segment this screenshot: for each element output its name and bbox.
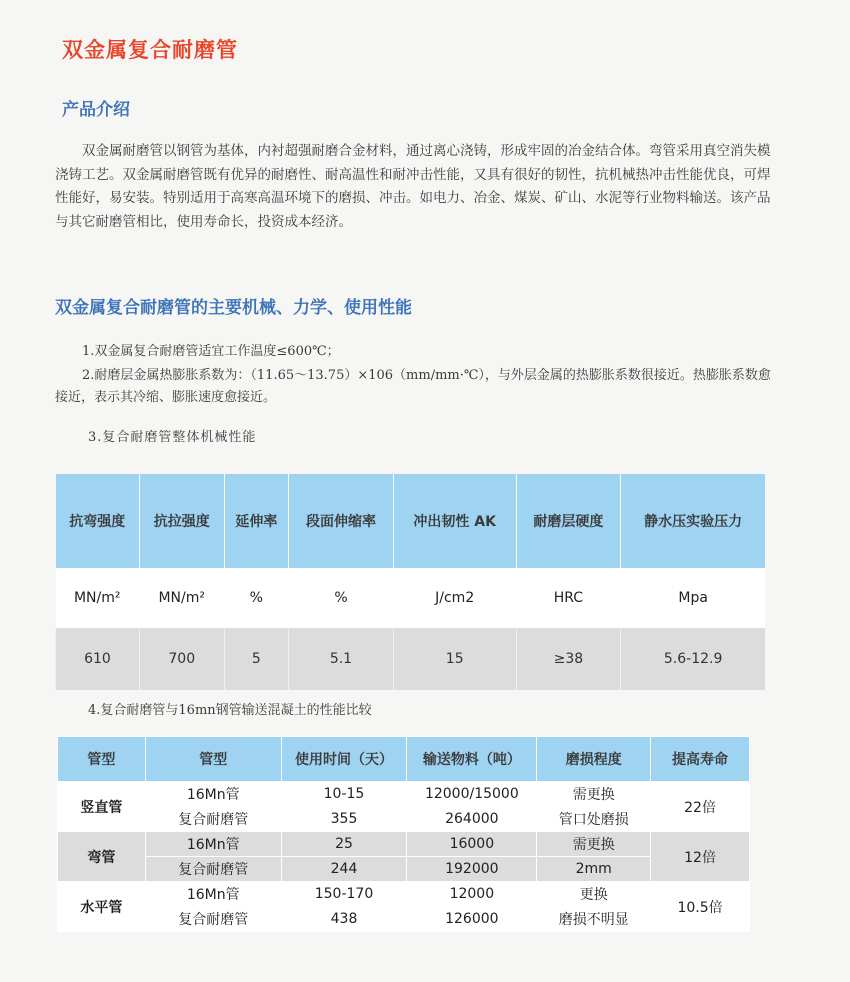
table-header-cell: 输送物料（吨）	[407, 737, 537, 782]
table-row	[58, 832, 750, 857]
table-cell: 610	[56, 628, 140, 690]
table-cell: 16Mn管	[145, 882, 281, 907]
table-cell: 12000/15000	[407, 782, 537, 807]
table-cell: 磨损不明显	[537, 907, 651, 932]
table-cell: 复合耐磨管	[145, 907, 281, 932]
comparison-table	[57, 736, 750, 932]
table-cell: %	[224, 568, 289, 628]
table-cell: MN/m²	[56, 568, 140, 628]
table-cell: 244	[281, 857, 407, 882]
table-row	[58, 782, 750, 807]
page-title: 双金属复合耐磨管	[62, 38, 238, 62]
mechanical-properties-table	[55, 474, 765, 690]
table-cell: 150-170	[281, 882, 407, 907]
table-header-cell: 抗弯强度	[56, 474, 140, 568]
table-cell: %	[289, 568, 394, 628]
table-cell: 25	[281, 832, 407, 857]
table-cell: 复合耐磨管	[145, 857, 281, 882]
table-cell: 10-15	[281, 782, 407, 807]
table-header-cell: 抗拉强度	[139, 474, 224, 568]
table-header-cell: 使用时间（天）	[281, 737, 407, 782]
table-cell: 管口处磨损	[537, 807, 651, 832]
property-item-4: 4.复合耐磨管与16mn钢管输送混凝土的性能比较	[88, 703, 372, 718]
table-cell: 355	[281, 807, 407, 832]
table-row	[56, 628, 766, 690]
improve-cell: 12倍	[651, 832, 750, 882]
table-cell: 12000	[407, 882, 537, 907]
intro-text: 双金属耐磨管以钢管为基体，内衬超强耐磨合金材料，通过离心浇铸，形成牢固的冶金结合体。弯管采用真空消失模浇铸工艺。双金属耐磨管既有优异的耐磨性、耐高温性和耐冲击性能，又具有很好的韧性，抗机械热冲击性能优良，可焊性能好，易安装。特别适用于高寒高温环境下的磨损、冲击。如电力、冶金、煤炭、矿山、水泥等行业物料输送。该产品与其它耐磨管相比，使用寿命长，投资成本经济。	[55, 143, 771, 230]
intro-heading: 产品介绍	[62, 100, 130, 120]
improve-cell: 10.5倍	[651, 882, 750, 932]
table-header-cell: 管型	[58, 737, 146, 782]
group-label: 水平管	[58, 882, 146, 932]
table-cell: 复合耐磨管	[145, 807, 281, 832]
table-cell: 264000	[407, 807, 537, 832]
table-row	[56, 568, 766, 628]
table-header-row	[58, 737, 750, 782]
table-cell: 16000	[407, 832, 537, 857]
table-header-cell: 静水压实验压力	[621, 474, 765, 568]
table-row	[58, 907, 750, 932]
table-header-cell: 管型	[145, 737, 281, 782]
group-label: 弯管	[58, 832, 146, 882]
table-header-cell: 延伸率	[224, 474, 289, 568]
table-cell: 16Mn管	[145, 782, 281, 807]
table-cell: 438	[281, 907, 407, 932]
table-cell: 5.1	[289, 628, 394, 690]
table-row	[58, 857, 750, 882]
table-cell: ≥38	[516, 628, 621, 690]
table-cell: 5.6-12.9	[621, 628, 765, 690]
property-item-3: 3.复合耐磨管整体机械性能	[88, 430, 257, 445]
table-header-cell: 提高寿命	[651, 737, 750, 782]
table-header-cell: 磨损程度	[537, 737, 651, 782]
table-cell: 126000	[407, 907, 537, 932]
table-cell: 15	[393, 628, 516, 690]
table-cell: 需更换	[537, 832, 651, 857]
table-cell: 更换	[537, 882, 651, 907]
performance-heading: 双金属复合耐磨管的主要机械、力学、使用性能	[55, 298, 412, 318]
table-cell: Mpa	[621, 568, 765, 628]
table-cell: 需更换	[537, 782, 651, 807]
table-cell: J/cm2	[393, 568, 516, 628]
property-item-2: 2.耐磨层金属热膨胀系数为：（11.65～13.75）×106（mm/mm·℃），与外层金属的热膨胀系数很接近。热膨胀系数愈接近，表示其冷缩、膨胀速度愈接近。	[55, 368, 771, 405]
table-cell: MN/m²	[139, 568, 224, 628]
group-label: 竖直管	[58, 782, 146, 832]
table-header-row	[56, 474, 766, 568]
property-item-1: 1.双金属复合耐磨管适宜工作温度≤600℃；	[82, 344, 340, 359]
table-header-cell: 耐磨层硬度	[516, 474, 621, 568]
table-header-cell: 冲出韧性 AK	[393, 474, 516, 568]
table-row	[58, 807, 750, 832]
table-cell: HRC	[516, 568, 621, 628]
table-cell: 700	[139, 628, 224, 690]
table-row	[58, 882, 750, 907]
table-header-cell: 段面伸缩率	[289, 474, 394, 568]
table-cell: 2mm	[537, 857, 651, 882]
improve-cell: 22倍	[651, 782, 750, 832]
table-cell: 16Mn管	[145, 832, 281, 857]
table-cell: 192000	[407, 857, 537, 882]
table-cell: 5	[224, 628, 289, 690]
